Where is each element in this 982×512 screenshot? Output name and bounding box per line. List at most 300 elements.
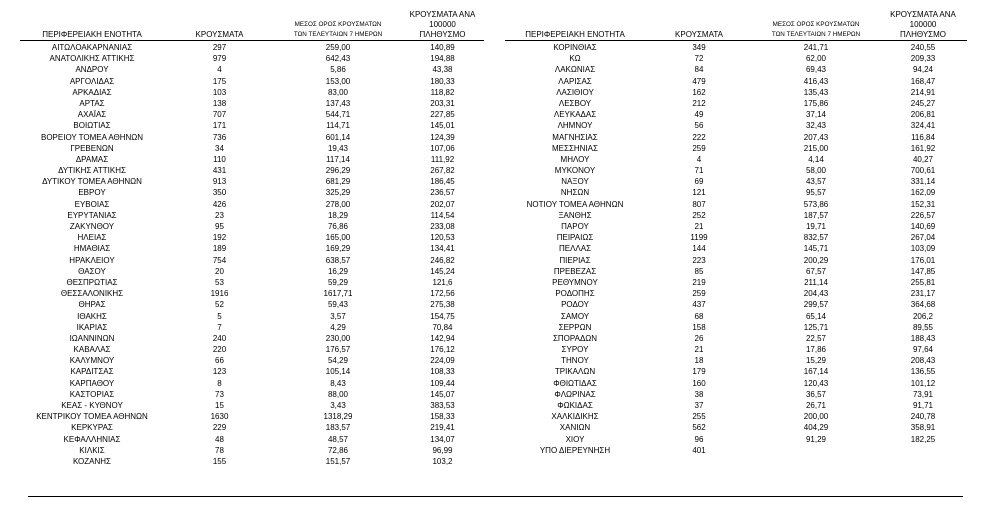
cell-per100k: 255,81 <box>910 277 936 287</box>
cell-per100k: 140,89 <box>430 43 455 52</box>
cell-per100k: 73,91 <box>912 389 934 399</box>
cell-region: ΑΡΤΑΣ <box>79 98 105 108</box>
cell-avg7: 4,29 <box>330 322 346 332</box>
cell-region: ΚΕΦΑΛΛΗΝΙΑΣ <box>63 434 121 444</box>
cell-per100k: 267,82 <box>430 166 455 176</box>
cell-avg7: 165,00 <box>325 233 351 243</box>
table-row <box>505 120 967 131</box>
table-row <box>20 344 484 355</box>
cell-cases: 259 <box>692 143 706 153</box>
cell-avg7: 601,14 <box>325 132 351 142</box>
cell-avg7: 1318,29 <box>323 412 353 422</box>
cell-per100k: 108,33 <box>430 367 455 377</box>
cell-cases: 138 <box>212 98 227 108</box>
cell-avg7: 15,29 <box>805 356 827 366</box>
cell-per100k: 226,57 <box>910 210 936 220</box>
cell-per100k: 331,14 <box>910 177 936 187</box>
cell-per100k: 124,39 <box>430 132 455 142</box>
table-row <box>505 143 967 154</box>
cell-avg7: 832,57 <box>803 233 829 243</box>
cell-avg7: 48,57 <box>327 434 349 444</box>
cell-avg7: 204,43 <box>803 289 829 299</box>
cell-avg7: 200,00 <box>803 412 829 422</box>
cell-per100k: 142,94 <box>430 333 455 343</box>
cell-per100k: 240,78 <box>910 412 936 422</box>
cell-region: ΣΑΜΟΥ <box>560 311 590 321</box>
cell-region: ΗΡΑΚΛΕΙΟΥ <box>69 255 115 265</box>
cell-avg7: 43,57 <box>805 177 827 187</box>
cell-avg7: 573,86 <box>803 199 829 209</box>
cell-cases: 259 <box>692 289 706 299</box>
cell-avg7: 59,43 <box>327 300 349 310</box>
cell-avg7: 117,14 <box>326 154 350 164</box>
table-row <box>505 311 967 322</box>
cell-avg7: 36,57 <box>805 389 827 399</box>
cell-region: ΣΕΡΡΩΝ <box>558 322 592 332</box>
cell-region: ΣΥΡΟΥ <box>561 345 589 355</box>
cell-region: ΠΡΕΒΕΖΑΣ <box>553 266 597 276</box>
cell-avg7: 19,43 <box>327 143 349 153</box>
cell-cases: 5 <box>217 311 222 321</box>
cell-cases: 171 <box>212 121 227 131</box>
cell-avg7: 3,43 <box>330 401 346 410</box>
left-table <box>20 10 484 467</box>
cell-cases: 34 <box>215 143 224 153</box>
cell-region: ΘΗΡΑΣ <box>78 300 106 310</box>
header-divider <box>505 40 967 41</box>
cell-per100k: 182,25 <box>910 434 936 444</box>
cell-per100k: 120,53 <box>430 233 455 243</box>
cell-cases: 123 <box>212 367 227 377</box>
table-row <box>505 445 967 456</box>
table-row <box>505 400 967 411</box>
cell-region: ΒΟΡΕΙΟΥ ΤΟΜΕΑ ΑΘΗΝΩΝ <box>40 132 144 142</box>
cell-region: ΚΑΒΑΛΑΣ <box>73 345 111 355</box>
cell-avg7: 67,57 <box>805 266 827 276</box>
cell-per100k: 145,07 <box>430 389 455 399</box>
cell-per100k: 111,92 <box>430 154 455 164</box>
table-row <box>20 76 484 87</box>
cell-cases: 68 <box>694 311 704 321</box>
cell-region: ΒΟΙΩΤΙΑΣ <box>73 121 111 131</box>
cell-cases: 48 <box>215 434 224 444</box>
cell-per100k: 116,84 <box>911 132 935 142</box>
cell-cases: 212 <box>692 98 706 108</box>
cell-per100k: 101,12 <box>910 378 936 388</box>
table-row <box>20 132 484 143</box>
header-divider <box>20 40 484 41</box>
cell-per100k: 154,75 <box>430 311 455 321</box>
cell-region: ΠΙΕΡΙΑΣ <box>559 255 591 265</box>
table-row <box>20 266 484 277</box>
cell-cases: 401 <box>692 445 706 455</box>
table-row <box>505 154 967 165</box>
cell-region: ΚΟΖΑΝΗΣ <box>72 456 112 466</box>
table-row <box>505 64 967 75</box>
cell-avg7: 145,71 <box>803 244 829 254</box>
cell-cases: 71 <box>694 166 704 176</box>
table-row <box>20 400 484 411</box>
cell-region: ΕΥΒΟΙΑΣ <box>74 199 110 209</box>
cell-per100k: 206,81 <box>910 110 936 120</box>
cell-region: ΕΥΡΥΤΑΝΙΑΣ <box>67 210 117 220</box>
cell-cases: 96 <box>694 434 704 444</box>
cell-region: ΓΡΕΒΕΝΩΝ <box>70 143 114 153</box>
cell-region: ΛΕΥΚΑΔΑΣ <box>553 110 597 120</box>
cell-cases: 38 <box>694 389 704 399</box>
cell-cases: 7 <box>217 322 222 332</box>
table-row <box>20 422 484 433</box>
cell-cases: 979 <box>212 54 227 64</box>
table-row <box>20 389 484 400</box>
cell-avg7: 76,86 <box>327 222 349 231</box>
cell-per100k: 94,24 <box>912 65 934 75</box>
cell-per100k: 245,27 <box>910 98 936 108</box>
cell-cases: 189 <box>212 244 227 254</box>
cell-avg7: 325,29 <box>325 188 351 198</box>
cell-region: ΑΙΤΩΛΟΑΚΑΡΝΑΝΙΑΣ <box>51 43 133 52</box>
cell-cases: 223 <box>692 255 706 265</box>
cell-cases: 52 <box>215 300 224 310</box>
cell-region: ΛΑΡΙΣΑΣ <box>558 76 592 86</box>
header-cases: ΚΡΟΥΣΜΑΤΑ <box>675 30 723 39</box>
cell-region: ΧΑΝΙΩΝ <box>559 423 591 433</box>
cell-cases: 85 <box>694 266 704 276</box>
cell-cases: 179 <box>692 367 706 377</box>
table-row <box>505 232 967 243</box>
cell-avg7: 167,14 <box>803 367 829 377</box>
cell-cases: 349 <box>692 43 706 52</box>
cell-cases: 121 <box>692 188 706 198</box>
cell-cases: 220 <box>212 345 227 355</box>
cell-avg7: 105,14 <box>325 367 351 377</box>
cell-per100k: 188,43 <box>910 333 936 343</box>
cell-per100k: 147,85 <box>910 266 936 276</box>
cell-region: ΚΑΡΔΙΤΣΑΣ <box>70 367 114 377</box>
header-avg7: ΜΕΣΟΣ ΟΡΟΣ ΚΡΟΥΣΜΑΤΩΝ ΤΩΝ ΤΕΛΕΥΤΑΙΩΝ 7 ΗΜΕΡΩΝ <box>293 21 383 38</box>
cell-region: ΔΥΤΙΚΟΥ ΤΟΜΕΑ ΑΘΗΝΩΝ <box>42 177 142 187</box>
cell-avg7: 175,86 <box>803 98 829 108</box>
cell-avg7: 16,29 <box>327 266 349 276</box>
cell-per100k: 224,09 <box>430 356 455 366</box>
cell-cases: 26 <box>694 333 704 343</box>
cell-avg7: 54,29 <box>327 356 349 366</box>
cell-region: ΑΡΚΑΔΙΑΣ <box>72 87 112 97</box>
cell-cases: 72 <box>694 54 704 64</box>
cell-per100k: 275,38 <box>430 300 455 310</box>
cell-region: ΑΡΓΟΛΙΔΑΣ <box>69 76 115 86</box>
cell-per100k: 118,82 <box>430 87 455 97</box>
cell-avg7: 37,14 <box>805 110 827 120</box>
cell-per100k: 107,06 <box>430 143 455 153</box>
cell-cases: 1199 <box>690 233 708 243</box>
table-row <box>20 187 484 198</box>
cell-avg7: 207,43 <box>803 132 829 142</box>
cell-region: ΦΩΚΙΔΑΣ <box>557 401 593 410</box>
cell-avg7: 91,29 <box>805 434 827 444</box>
cell-avg7: 19,71 <box>805 222 827 231</box>
cell-per100k: 161,92 <box>910 143 936 153</box>
cell-cases: 66 <box>215 356 224 366</box>
cell-region: ΝΟΤΙΟΥ ΤΟΜΕΑ ΑΘΗΝΩΝ <box>526 199 624 209</box>
cell-avg7: 69,43 <box>805 65 827 75</box>
cell-per100k: 219,41 <box>430 423 455 433</box>
table-row <box>505 355 967 366</box>
cell-cases: 350 <box>212 188 227 198</box>
cell-region: ΧΑΛΚΙΔΙΚΗΣ <box>551 412 599 422</box>
cell-per100k: 227,85 <box>430 110 455 120</box>
cell-cases: 1916 <box>210 289 229 299</box>
cell-avg7: 544,71 <box>325 110 351 120</box>
cell-region: ΚΕΑΣ - ΚΥΘΝΟΥ <box>61 401 123 410</box>
cell-avg7: 26,71 <box>805 401 827 410</box>
cell-region: ΝΗΣΩΝ <box>560 188 590 198</box>
cell-avg7: 3,57 <box>330 311 346 321</box>
cell-cases: 160 <box>692 378 706 388</box>
cell-per100k: 202,07 <box>430 199 455 209</box>
cell-per100k: 152,31 <box>910 199 936 209</box>
cell-avg7: 1617,71 <box>323 289 353 299</box>
cell-per100k: 208,43 <box>910 356 936 366</box>
table-row <box>20 355 484 366</box>
cell-per100k: 203,31 <box>430 98 455 108</box>
cell-avg7: 638,57 <box>325 255 351 265</box>
cell-cases: 18 <box>694 356 704 366</box>
table-row <box>505 288 967 299</box>
table-row <box>20 322 484 333</box>
cell-cases: 479 <box>692 76 706 86</box>
cell-cases: 21 <box>694 222 704 231</box>
cell-avg7: 230,00 <box>325 333 351 343</box>
header-cases: ΚΡΟΥΣΜΑΤΑ <box>195 30 244 39</box>
table-row <box>505 199 967 210</box>
table-row <box>20 434 484 445</box>
table-row <box>505 221 967 232</box>
table-row <box>20 255 484 266</box>
header-region: ΠΕΡΙΦΕΡΕΙΑΚΗ ΕΝΟΤΗΤΑ <box>42 30 142 39</box>
table-row <box>20 53 484 64</box>
cell-region: ΔΥΤΙΚΗΣ ΑΤΤΙΚΗΣ <box>58 166 126 176</box>
table-row <box>505 132 967 143</box>
table-row <box>20 143 484 154</box>
cell-per100k: 89,55 <box>912 322 934 332</box>
cell-avg7: 200,29 <box>803 255 829 265</box>
cell-region: ΑΧΑΪΑΣ <box>77 110 107 120</box>
cell-per100k: 176,12 <box>430 345 455 355</box>
table-row <box>20 176 484 187</box>
cell-avg7: 8,43 <box>330 378 346 388</box>
table-row <box>20 366 484 377</box>
cell-per100k: 162,09 <box>910 188 936 198</box>
cell-region: ΜΑΓΝΗΣΙΑΣ <box>552 132 598 142</box>
cell-per100k: 172,56 <box>430 289 455 299</box>
cell-cases: 110 <box>213 154 226 164</box>
cell-region: ΚΑΣΤΟΡΙΑΣ <box>69 389 115 399</box>
header-avg7: ΜΕΣΟΣ ΟΡΟΣ ΚΡΟΥΣΜΑΤΩΝ ΤΩΝ ΤΕΛΕΥΤΑΙΩΝ 7 ΗΜΕΡΩΝ <box>771 21 861 38</box>
table-row <box>505 243 967 254</box>
table-row <box>20 456 484 467</box>
cell-region: ΘΕΣΠΡΩΤΙΑΣ <box>66 277 118 287</box>
cell-per100k: 134,07 <box>430 434 455 444</box>
cell-avg7: 59,29 <box>327 277 349 287</box>
cell-region: ΚΕΡΚΥΡΑΣ <box>71 423 113 433</box>
cell-cases: 252 <box>692 210 706 220</box>
right-table <box>505 10 967 456</box>
cell-cases: 229 <box>212 423 227 433</box>
cell-region: ΙΘΑΚΗΣ <box>77 311 107 321</box>
cell-per100k: 103,2 <box>432 456 453 466</box>
cell-per100k <box>879 445 967 456</box>
cell-region: ΛΗΜΝΟΥ <box>557 121 593 131</box>
table-row <box>20 64 484 75</box>
cell-cases: 103 <box>212 87 227 97</box>
cell-avg7: 183,57 <box>325 423 351 433</box>
cell-cases: 222 <box>692 132 706 142</box>
cell-cases: 4 <box>217 65 222 75</box>
cell-cases: 84 <box>694 65 704 75</box>
cell-region: ΡΟΔΟΠΗΣ <box>555 289 595 299</box>
cell-avg7: 18,29 <box>327 210 349 220</box>
cell-cases: 175 <box>212 76 227 86</box>
table-row <box>20 199 484 210</box>
cell-avg7: 5,86 <box>330 65 346 75</box>
cell-avg7: 215,00 <box>803 143 829 153</box>
table-row <box>505 322 967 333</box>
table-row <box>20 288 484 299</box>
cell-per100k: 364,68 <box>910 300 936 310</box>
cell-avg7: 299,57 <box>803 300 829 310</box>
cell-region: ΛΑΣΙΘΙΟΥ <box>556 87 594 97</box>
cell-cases: 192 <box>212 233 227 243</box>
cell-avg7: 169,29 <box>325 244 351 254</box>
table-row <box>20 120 484 131</box>
cell-avg7: 83,00 <box>327 87 349 97</box>
table-row <box>20 232 484 243</box>
table-row <box>20 311 484 322</box>
cell-per100k: 233,08 <box>430 222 455 231</box>
cell-cases: 754 <box>212 255 227 265</box>
cell-per100k: 194,88 <box>430 54 455 64</box>
cell-region: ΜΗΛΟΥ <box>560 154 590 164</box>
cell-region: ΤΡΙΚΑΛΩΝ <box>554 367 596 377</box>
cell-per100k: 206,2 <box>912 311 934 321</box>
cell-cases: 23 <box>215 210 224 220</box>
cell-per100k: 43,38 <box>432 65 453 75</box>
cell-region: ΑΝΑΤΟΛΙΚΗΣ ΑΤΤΙΚΗΣ <box>49 54 135 64</box>
cell-per100k: 145,24 <box>430 266 455 276</box>
cell-cases: 8 <box>217 378 222 388</box>
table-row <box>20 378 484 389</box>
cell-cases: 297 <box>212 43 227 52</box>
cell-avg7: 62,00 <box>805 54 827 64</box>
cell-region: ΗΜΑΘΙΑΣ <box>73 244 111 254</box>
table-row <box>20 109 484 120</box>
cell-avg7: 241,71 <box>803 43 829 52</box>
cell-region: ΚΑΡΠΑΘΟΥ <box>69 378 115 388</box>
bottom-divider <box>28 496 963 497</box>
cell-region: ΚΕΝΤΡΙΚΟΥ ΤΟΜΕΑ ΑΘΗΝΩΝ <box>36 412 148 422</box>
cell-cases: 240 <box>212 333 227 343</box>
header-per100k: ΚΡΟΥΣΜΑΤΑ ΑΝΑ 100000 ΠΛΗΘΥΣΜΟ <box>890 10 956 39</box>
cell-per100k: 158,33 <box>430 412 455 422</box>
cell-per100k: 91,71 <box>912 401 934 410</box>
cell-per100k: 140,69 <box>910 222 936 231</box>
table-row <box>20 277 484 288</box>
cell-avg7: 151,57 <box>325 456 351 466</box>
cell-per100k: 214,91 <box>910 87 936 97</box>
table-row <box>20 87 484 98</box>
cell-cases: 807 <box>692 199 706 209</box>
cell-avg7: 153,00 <box>325 76 351 86</box>
cell-per100k: 267,04 <box>910 233 936 243</box>
table-row <box>505 299 967 310</box>
cell-region: ΖΑΚΥΝΘΟΥ <box>69 222 115 231</box>
table-row <box>505 333 967 344</box>
table-row <box>505 76 967 87</box>
cell-avg7: 416,43 <box>803 76 829 86</box>
table-header <box>20 10 484 40</box>
cell-cases: 95 <box>215 222 224 231</box>
table-row <box>20 243 484 254</box>
cell-region: ΚΟΡΙΝΘΙΑΣ <box>553 43 597 52</box>
cell-cases: 431 <box>212 166 227 176</box>
cell-avg7: 22,57 <box>805 333 827 343</box>
table-row <box>505 434 967 445</box>
cell-region: ΦΛΩΡΙΝΑΣ <box>554 389 596 399</box>
table-row <box>505 411 967 422</box>
cell-cases: 707 <box>212 110 227 120</box>
table-row <box>505 366 967 377</box>
cell-per100k: 70,84 <box>432 322 453 332</box>
cell-cases: 562 <box>692 423 706 433</box>
table-row <box>505 344 967 355</box>
table-row <box>505 165 967 176</box>
cell-cases: 255 <box>692 412 706 422</box>
cell-avg7: 404,29 <box>803 423 829 433</box>
cell-region: ΡΟΔΟΥ <box>561 300 589 310</box>
table-row <box>20 98 484 109</box>
cell-per100k: 109,44 <box>430 378 455 388</box>
cell-avg7: 88,00 <box>327 389 349 399</box>
table-body <box>505 42 967 456</box>
cell-per100k: 168,47 <box>910 76 936 86</box>
table-row <box>505 176 967 187</box>
table-header <box>505 10 967 40</box>
table-row <box>505 53 967 64</box>
cell-per100k: 186,45 <box>430 177 455 187</box>
cell-region: ΙΩΑΝΝΙΝΩΝ <box>69 333 115 343</box>
cell-cases: 73 <box>215 389 224 399</box>
cell-cases: 69 <box>694 177 704 187</box>
cell-per100k: 40,27 <box>912 154 934 164</box>
cell-avg7: 176,57 <box>325 345 351 355</box>
header-region: ΠΕΡΙΦΕΡΕΙΑΚΗ ΕΝΟΤΗΤΑ <box>525 30 625 39</box>
table-row <box>505 277 967 288</box>
cell-avg7: 65,14 <box>805 311 827 321</box>
cell-per100k: 209,33 <box>910 54 936 64</box>
cell-avg7: 58,00 <box>805 166 827 176</box>
cell-cases: 4 <box>696 154 702 164</box>
table-body <box>20 42 484 467</box>
cell-region: ΜΕΣΣΗΝΙΑΣ <box>552 143 598 153</box>
cell-region: ΚΩ <box>569 54 581 64</box>
cell-per100k: 324,41 <box>910 121 936 131</box>
cell-per100k: 134,41 <box>430 244 455 254</box>
cell-avg7: 296,29 <box>325 166 351 176</box>
cell-avg7: 4,14 <box>808 154 824 164</box>
cell-avg7: 120,43 <box>803 378 829 388</box>
cell-cases: 53 <box>215 277 224 287</box>
